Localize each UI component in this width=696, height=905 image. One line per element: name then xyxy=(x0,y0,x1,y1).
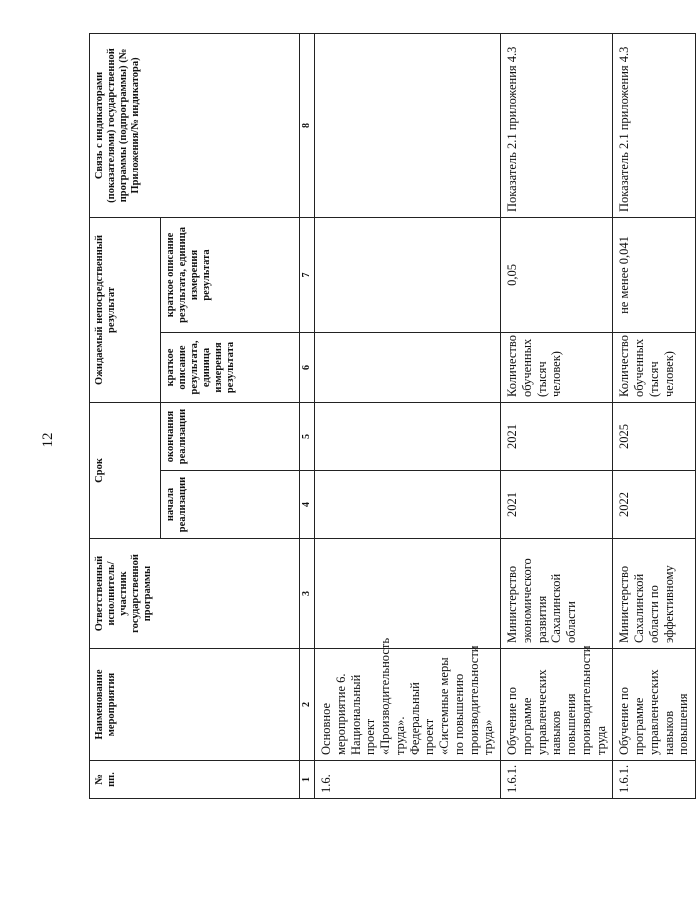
row-value xyxy=(315,217,501,332)
page-number: 12 xyxy=(40,432,56,448)
column-number: 6 xyxy=(300,332,315,402)
table-row xyxy=(315,33,501,798)
row-executor: Министерство экономического развития Сахалинской области xyxy=(501,539,613,649)
table-rotator xyxy=(89,34,691,799)
row-name: Обучение по программе управленческих навыков повышения производительности труда xyxy=(501,649,613,761)
column-number: 7 xyxy=(300,217,315,332)
header-link: Связь с индикаторами (показателями) государственной программы (подпрограммы) (№ Приложения/№ индикатора) xyxy=(90,33,300,217)
row-executor xyxy=(315,539,501,649)
row-result: Количество обученных (тысяч человек) xyxy=(501,332,613,402)
header-term: Срок xyxy=(90,402,161,538)
column-number: 5 xyxy=(300,402,315,470)
row-link xyxy=(315,33,501,217)
row-start: 2021 xyxy=(501,471,613,539)
column-number: 8 xyxy=(300,33,315,217)
table-row xyxy=(501,33,613,798)
landscape-table-wrapper xyxy=(89,34,691,799)
row-executor: Министерство Сахалинской области по эффективному xyxy=(613,539,696,649)
row-name: Основное мероприятие 6. Национальный проект «Производительность труда». Федеральный проект «Системные меры по повышению производительности труда» xyxy=(315,649,501,761)
header-num: № пп. xyxy=(90,761,300,799)
row-link: Показатель 2.1 приложения 4.3 xyxy=(501,33,613,217)
row-name: Обучение по программе управленческих навыков повышения xyxy=(613,649,696,761)
column-number: 2 xyxy=(300,649,315,761)
column-numbers-row xyxy=(300,33,315,798)
header-result-desc-2: краткое описание результата, единица измерения результата xyxy=(161,217,300,332)
row-num: 1.6.1. xyxy=(613,761,696,799)
row-num: 1.6.1. xyxy=(501,761,613,799)
row-value: не менее 0,041 xyxy=(613,217,696,332)
row-start: 2022 xyxy=(613,471,696,539)
header-term-start: начала реализации xyxy=(161,471,300,539)
program-table xyxy=(89,33,696,799)
row-num: 1.6. xyxy=(315,761,501,799)
column-number: 4 xyxy=(300,471,315,539)
column-number: 3 xyxy=(300,539,315,649)
row-end: 2025 xyxy=(613,402,696,470)
header-executor: Ответственный исполнитель/участник государственной программы xyxy=(90,539,300,649)
table-row xyxy=(613,33,696,798)
row-value: 0,05 xyxy=(501,217,613,332)
header-name: Наименование мероприятия xyxy=(90,649,300,761)
row-result xyxy=(315,332,501,402)
row-start xyxy=(315,471,501,539)
row-result: Количество обученных (тысяч человек) xyxy=(613,332,696,402)
header-row-1 xyxy=(90,33,161,798)
header-term-end: окончания реализации xyxy=(161,402,300,470)
column-number: 1 xyxy=(300,761,315,799)
row-end: 2021 xyxy=(501,402,613,470)
row-link: Показатель 2.1 приложения 4.3 xyxy=(613,33,696,217)
header-result: Ожидаемый непосредственный результат xyxy=(90,217,161,402)
header-result-desc-1: краткое описание результата, единица измерения результата xyxy=(161,332,300,402)
row-end xyxy=(315,402,501,470)
